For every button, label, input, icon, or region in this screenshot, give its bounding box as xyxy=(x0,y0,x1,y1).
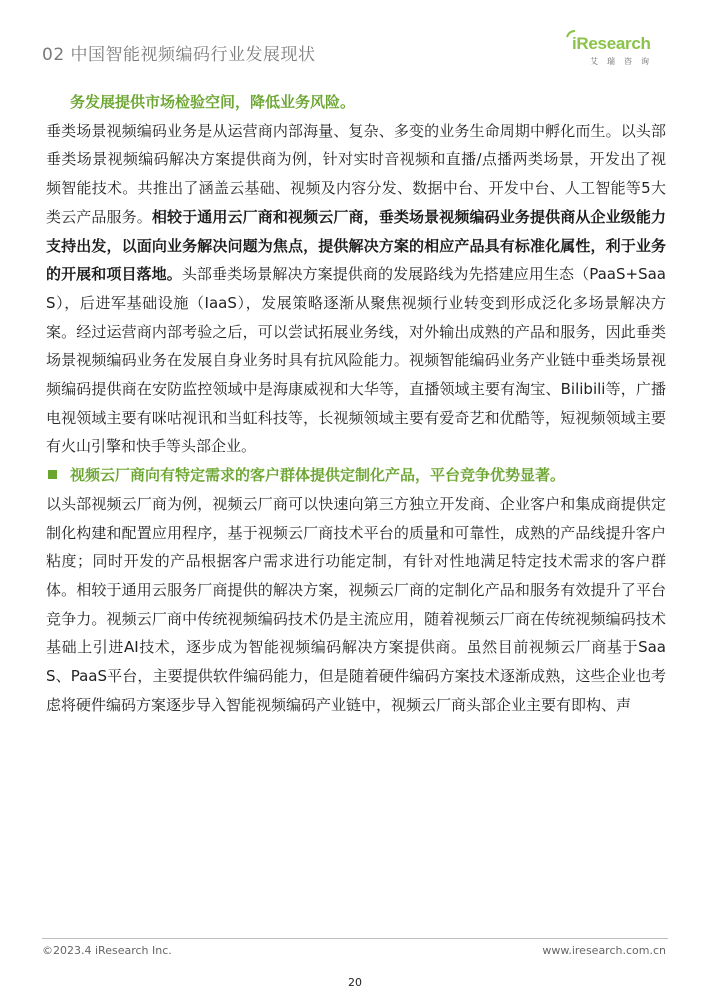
paragraph-vertical-scenario xyxy=(46,117,666,461)
paragraph-video-cloud: 以头部视频云厂商为例，视频云厂商可以快速向第三方独立开发商、企业客户和集成商提供定制化构建和配置应用程序，基于视频云厂商技术平台的质量和可靠性，成熟的产品线提升客户粘度；同时开发的产品根据客户需求进行功能定制，有针对性地满足特定技术需求的客户群体。相较于通用云服务厂商提供的解决方案，视频云厂商的定制化产品和服务有效提升了平台竞争力。视频云厂商中传统视频编码技术仍是主流应用，随着视频云厂商在传统视频编码技术基础上引进AI技术，逐步成为智能视频编码解决方案提供商。虽然目前视频云厂商基于SaaS、PaaS平台，主要提供软件编码能力，但是随着硬件编码方案技术逐渐成熟，这些企业也考虑将硬件编码方案逐步导入智能视频编码产业链中，视频云厂商头部企业主要有即构、声 xyxy=(46,494,666,714)
paragraph-text: 垂类场景视频编码业务是从运营商内部海量、复杂、多变的业务生命周期中孵化而生。以头部垂类场景视频编码解决方案提供商为例，针对实时音视频和直播/点播两类场景，开发出了视频智能技术。共推出了涵盖云基础、视频及内容分发、数据中台、开发中台、人工智能等5大类云产品服务。 xyxy=(46,121,666,226)
section-heading-text: 视频云厂商向有特定需求的客户群体提供定制化产品，平台竞争优势显著。 xyxy=(70,466,566,485)
paragraph-bold-text: 相较于通用云厂商和视频云厂商，垂类场景视频编码业务提供商从企业级能力支持出发，以面向业务解决问题为焦点，提供解决方案的相应产品具有标准化属性，利于业务的开展和项目落地。 xyxy=(46,207,666,284)
copyright-text: ©2023.4 iResearch Inc. xyxy=(42,944,172,957)
section-heading-continued: 务发展提供市场检验空间，降低业务风险。 xyxy=(70,93,356,111)
article-body xyxy=(46,88,666,719)
footer-divider xyxy=(42,938,668,939)
page-number: 20 xyxy=(348,976,362,989)
logo-subtitle: 艾瑞咨询 xyxy=(590,57,658,66)
square-bullet-icon xyxy=(48,470,57,479)
logo-text: iResearch xyxy=(572,34,651,53)
website-link: www.iresearch.com.cn xyxy=(542,944,666,957)
iresearch-logo xyxy=(566,30,661,70)
page-section-title: 02 中国智能视频编码行业发展现状 xyxy=(42,45,316,65)
section-heading xyxy=(46,461,666,490)
paragraph-text: 头部垂类场景解决方案提供商的发展路线为先搭建应用生态（PaaS+SaaS），后进军基础设施（IaaS），发展策略逐渐从聚焦视频行业转变到形成泛化多场景解决方案。经过运营商内部考验之后，可以尝试拓展业务线，对外输出成熟的产品和服务，因此垂类场景视频编码业务在发展自身业务时具有抗风险能力。视频智能编码业务产业链中垂类场景视频编码提供商在安防监控领域中是海康威视和大华等，直播领域主要有淘宝、Bilibili等，广播电视领域主要有咪咕视讯和当虹科技等，长视频领域主要有爱奇艺和优酷等，短视频领域主要有火山引擎和快手等头部企业。 xyxy=(46,265,666,456)
